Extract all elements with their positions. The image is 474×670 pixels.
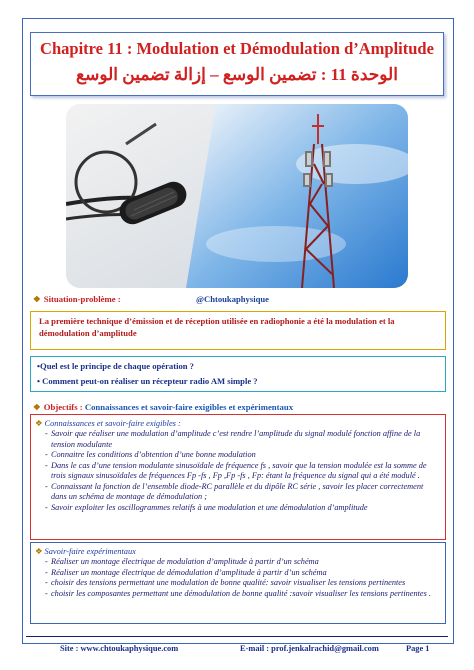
question-item: • Comment peut-on réaliser un récepteur radio AM simple ?: [37, 376, 258, 386]
diamond-bullet-icon: ❖: [35, 419, 43, 428]
title-box: [30, 32, 444, 96]
list-item: - Connaissant la fonction de l’ensemble diode-RC parallèle et du dipôle RC série , savoir les placer correctement dans un schéma de montage de démodulation ;: [45, 481, 424, 501]
author-handle: @Chtoukaphysique: [196, 294, 269, 304]
title-french: Chapitre 11 : Modulation et Démodulation d’Amplitude: [40, 39, 434, 58]
question-item: •Quel est le principe de chaque opération ?: [37, 361, 194, 371]
microphone-and-antenna-illustration: [66, 104, 408, 288]
footer-divider: [26, 636, 448, 637]
situation-text: La première technique d’émission et de réception utilisée en radiophonie a été la modulation et la démodulation d’amplitude: [39, 316, 395, 338]
footer-page-number: Page 1: [406, 644, 430, 653]
list-item: - Connaitre les conditions d’obtention d’une bonne modulation: [45, 450, 256, 459]
experimental-heading: ❖ Savoir-faire expérimentaux: [35, 547, 136, 556]
list-item: - Réaliser un montage électrique de modulation d’amplitude à partir d’un schéma: [45, 557, 319, 566]
list-item: - choisir les composantes permettant une démodulation de bonne qualité :savoir visualiser les tensions pertinentes .: [45, 588, 431, 598]
list-item: - choisir des tensions permettant une modulation de bonne qualité: savoir visualiser les tensions pertinentes: [45, 578, 406, 587]
skills-box: [30, 414, 446, 540]
list-item: - Dans le cas d’une tension modulante sinusoïdale de fréquence fs , savoir que la tension modulée est la somme de trois signaux sinusoïdales de fréquences Fp -fs , Fp ,Fp -fs , Fp: étant la fréquence du signal qui a été modulé .: [45, 460, 427, 480]
situation-box: [30, 311, 446, 350]
diamond-bullet-icon: ❖: [33, 294, 41, 304]
footer-email[interactable]: E-mail : prof.jenkalrachid@gmail.com: [240, 644, 379, 653]
diamond-bullet-icon: ❖: [35, 547, 43, 556]
experimental-box: [30, 542, 446, 624]
objectifs-heading: ❖ Objectifs : Connaissances et savoir-faire exigibles et expérimentaux: [33, 402, 294, 412]
title-arabic: الوحدة 11 : تضمين الوسع – إزالة تضمين الوسع: [76, 65, 398, 84]
skills-heading: ❖ Connaissances et savoir-faire exigibles :: [35, 419, 181, 428]
questions-box: [30, 356, 446, 392]
situation-heading: ❖ Situation-problème :: [33, 294, 121, 304]
hero-image: [66, 104, 408, 288]
list-item: - Savoir exploiter les oscillogrammes relatifs à une modulation et une démodulation d’amplitude: [45, 502, 368, 512]
list-item: - Réaliser un montage électrique de démodulation d’amplitude à partir d’un schéma: [45, 567, 327, 577]
diamond-bullet-icon: ❖: [33, 402, 41, 412]
list-item: - Savoir que réaliser une modulation d’amplitude c’est rendre l’amplitude du signal modulé fonction affine de la tension modulante: [45, 429, 421, 449]
footer-site[interactable]: Site : www.chtoukaphysique.com: [60, 644, 179, 653]
